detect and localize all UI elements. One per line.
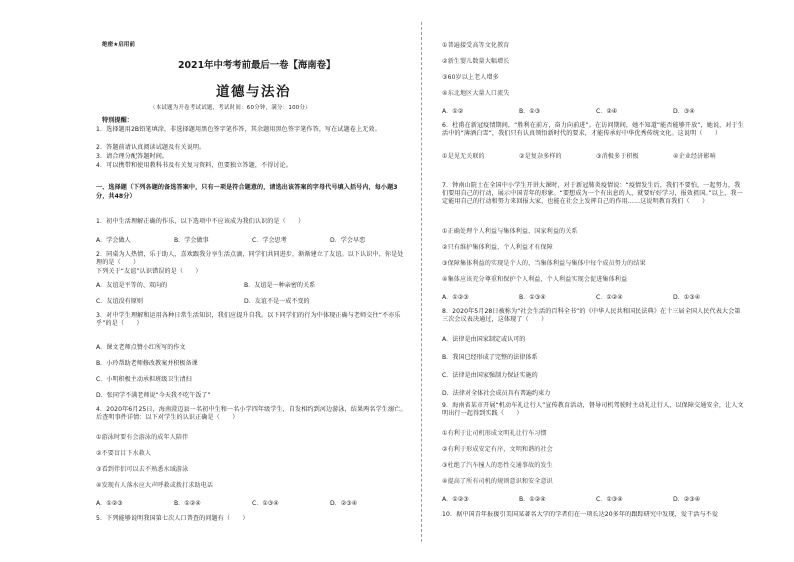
- q3-option-d[interactable]: D．张同学不满老师说“今天我不吃午饭了”: [96, 392, 211, 399]
- q8-option-b[interactable]: B．我国已经形成了完整的法律体系: [442, 354, 538, 361]
- q6-item-1: ①是见无关联的: [442, 153, 485, 160]
- q5-item-1: ①普遍接受高等文化教育: [442, 42, 510, 49]
- q5-item-2: ②新生婴儿数量大幅增长: [442, 58, 510, 65]
- q3-stem: 3．对中学生理解和运用各种日常生活知识，我们应提升自我。以下同学们的行为中体现正确与老师交往“不亦乐乎”的是（ ）: [96, 312, 401, 327]
- q4-option-d[interactable]: D．②③④: [330, 500, 358, 507]
- q4-option-c[interactable]: C．①③④: [252, 500, 279, 507]
- q1-option-b[interactable]: B．学会做事: [174, 237, 209, 244]
- q9-option-a[interactable]: A．①②③: [442, 496, 469, 503]
- q9-option-c[interactable]: C．①③④: [596, 496, 623, 503]
- q9-item-2: ②有利于形成安定有序，文明和谐的社会: [442, 446, 553, 453]
- exam-title: 2021年中考考前最后一卷【海南卷】: [178, 60, 336, 71]
- q7-item-2: ②只有维护集体利益，个人利益才有保障: [442, 244, 553, 251]
- q9-item-4: ④提高了所有司机的规则意识和安全意识: [442, 478, 553, 485]
- q2-option-d[interactable]: D．友谊不是一成不变的: [244, 298, 310, 305]
- q8-option-c[interactable]: C．法律是由国家强制力保证实施的: [442, 372, 538, 379]
- q4-item-1: ①游泳时要有会游泳的成年人陪伴: [96, 434, 189, 441]
- q3-option-b[interactable]: B．小玲帮助老师修改教案并积极备课: [96, 360, 198, 367]
- q9-option-b[interactable]: B．①②④: [519, 496, 546, 503]
- q5-option-d[interactable]: D．③④: [673, 108, 695, 115]
- q7-item-3: ③保障集体利益的实现是个人的，当集体利益与集体中每个成员努力的结果: [442, 260, 646, 267]
- q3-option-a[interactable]: A．课文老师点赞小红所写的作文: [96, 344, 186, 351]
- q4-stem: 4．2020年6月25日，海南澄迈县一名初中生和一名小学四年级学生，自发相约到河边游泳，结果两名学生溺亡。后查明事件详情：以下对学生的认识正确是（ ）: [96, 406, 407, 421]
- section-1-heading: 一、选择题（下列各题的备选答案中，只有一项是符合题意的，请选出该答案的字母代号填入括号内，每小题3分，共48分）: [96, 184, 398, 200]
- q5-stem: 5．下列能够说明我国第七次人口普查的问题有（ ）: [96, 515, 249, 522]
- secret-label: 绝密★启用前: [102, 42, 135, 48]
- q2-stem: 2．同桌为人热情，乐于助人，喜欢跟我分享生活点滴，同学们共同进步，渐渐建立了友谊。以下认识中，你是处理的是（ ）: [96, 251, 404, 266]
- q6-item-4: ④企业经济影响: [673, 153, 716, 160]
- q4-item-2: ②不要盲目下水救人: [96, 450, 152, 457]
- q6-stem: 6．杜甫在新冠疫情期间，“胜利在前方，奋力向前进”。在访问期间，她不知道“能否能够开放”，她说，对于生活中的“薄酒白雪”，我们只有认真领悟新时代的要求，才能传承好中华优秀传统文化。这说明（ ）: [442, 122, 744, 137]
- q4-option-b[interactable]: B．①②④: [174, 500, 201, 507]
- q1-stem: 1．初中生活理解正确的作乐，以下选项中不应该成为我们认识的是（ ）: [96, 218, 305, 225]
- q6-item-2: ②是复杂多样的: [519, 153, 562, 160]
- q10-stem: 10．据中国青年报援引美国某著名大学的学者们在一项长达20多年的跟踪研究中发现，爱干活与不爱: [442, 511, 719, 518]
- subject-title: 道德与法治: [216, 84, 291, 100]
- notice-item-3: 3．请合理分配答题时间。: [96, 153, 169, 160]
- q7-option-d[interactable]: D．①③④: [673, 294, 701, 301]
- q5-option-c[interactable]: C．②④: [596, 108, 618, 115]
- notice-item-2: 2．答题前请认真阅读试题及有关说明。: [96, 144, 206, 151]
- q4-item-4: ④发现有人落水应大声呼救或拨打求助电话: [96, 482, 214, 489]
- q6-item-3: ③消极多于积极: [596, 153, 639, 160]
- q1-option-a[interactable]: A．学会做人: [96, 237, 131, 244]
- q4-item-3: ③看到伴侣可以去不熟悉水域游泳: [96, 466, 189, 473]
- q3-option-c[interactable]: C．小明积极主动承担班级卫生清扫: [96, 376, 192, 383]
- q7-option-c[interactable]: C．①②④: [596, 294, 623, 301]
- column-divider: [421, 22, 422, 542]
- q7-stem: 7．钟南山院士在全国中小学生开讲大课时，对于新冠肺炎疫情说：“疫情发生后，我们不要怕，一起努力，我们要用自己的行动，展示中国青年的形象。“要想成为一个有出息的人，就要好好学习，报效祖国。”以上，我一定能用自己的行动和努力来回报大家，也能在社会上发挥自己的作用……这说明教育我们（ ）: [442, 182, 743, 205]
- q5-option-a[interactable]: A．①②: [442, 108, 464, 115]
- q2-option-b[interactable]: B．友谊是一种亲密的关系: [244, 282, 316, 289]
- q7-item-1: ①正确处理个人利益与集体利益、国家利益的关系: [442, 228, 578, 235]
- notice-item-4: 4．可以携带和使用教科书及有关复习资料，但要独立答题，不得讨论。: [96, 162, 292, 169]
- q9-item-1: ①有利于让司机形成文明礼让行车习惯: [442, 430, 547, 437]
- q4-option-a[interactable]: A．①②③: [96, 500, 123, 507]
- q5-item-4: ④东北地区大量人口流失: [442, 90, 510, 97]
- q9-option-d[interactable]: D．②③④: [673, 496, 701, 503]
- q7-option-a[interactable]: A．①②③: [442, 294, 469, 301]
- notice-item-1: 1．选择题用2B铅笔填涂，非选择题用黑色签字笔作答，其余题用黑色签字笔作答，写在试题卷上无效。: [96, 126, 381, 133]
- q9-item-3: ③杜绝了汽车撞人的恶性交通事故的发生: [442, 462, 553, 469]
- notice-title: 特别提醒：: [102, 117, 133, 124]
- q5-option-b[interactable]: B．①③: [519, 108, 541, 115]
- q1-option-c[interactable]: C．学会思考: [252, 237, 287, 244]
- q8-option-a[interactable]: A．法律是由国家制定或认可的: [442, 336, 526, 343]
- q5-item-3: ③60岁以上老人增多: [442, 74, 499, 81]
- q9-stem: 9．海南省某市开展“机动车礼让行人”宣传教育活动，督导司机驾驶时主动礼让行人，以保障交通安全，让人文明出行一起得到实践（ ）: [442, 402, 744, 417]
- q7-option-b[interactable]: B．①③④: [519, 294, 546, 301]
- q2-option-a[interactable]: A．友谊是平等的、双向的: [96, 282, 168, 289]
- q2-line2: 下列关于“友谊”认识错误的是（ ）: [96, 268, 202, 275]
- q8-option-d[interactable]: D．法律对全体社会成员具有普遍约束力: [442, 390, 551, 397]
- q1-option-d[interactable]: D．学会早恋: [330, 237, 366, 244]
- q2-option-c[interactable]: C．友谊没有原则: [96, 298, 143, 305]
- exam-note: （本试题为开卷考试试题，考试时间：60分钟，满分：100分）: [150, 105, 311, 111]
- q8-stem: 8．2020年5月28日被称为“社会生活的百科全书”的《中华人民共和国民法典》在十三届全国人民代表大会第三次会议表决通过，这体现了（ ）: [442, 308, 741, 323]
- q7-item-4: ④集体应该充分尊重和保护个人利益，个人利益实现会促进集体利益: [442, 276, 628, 283]
